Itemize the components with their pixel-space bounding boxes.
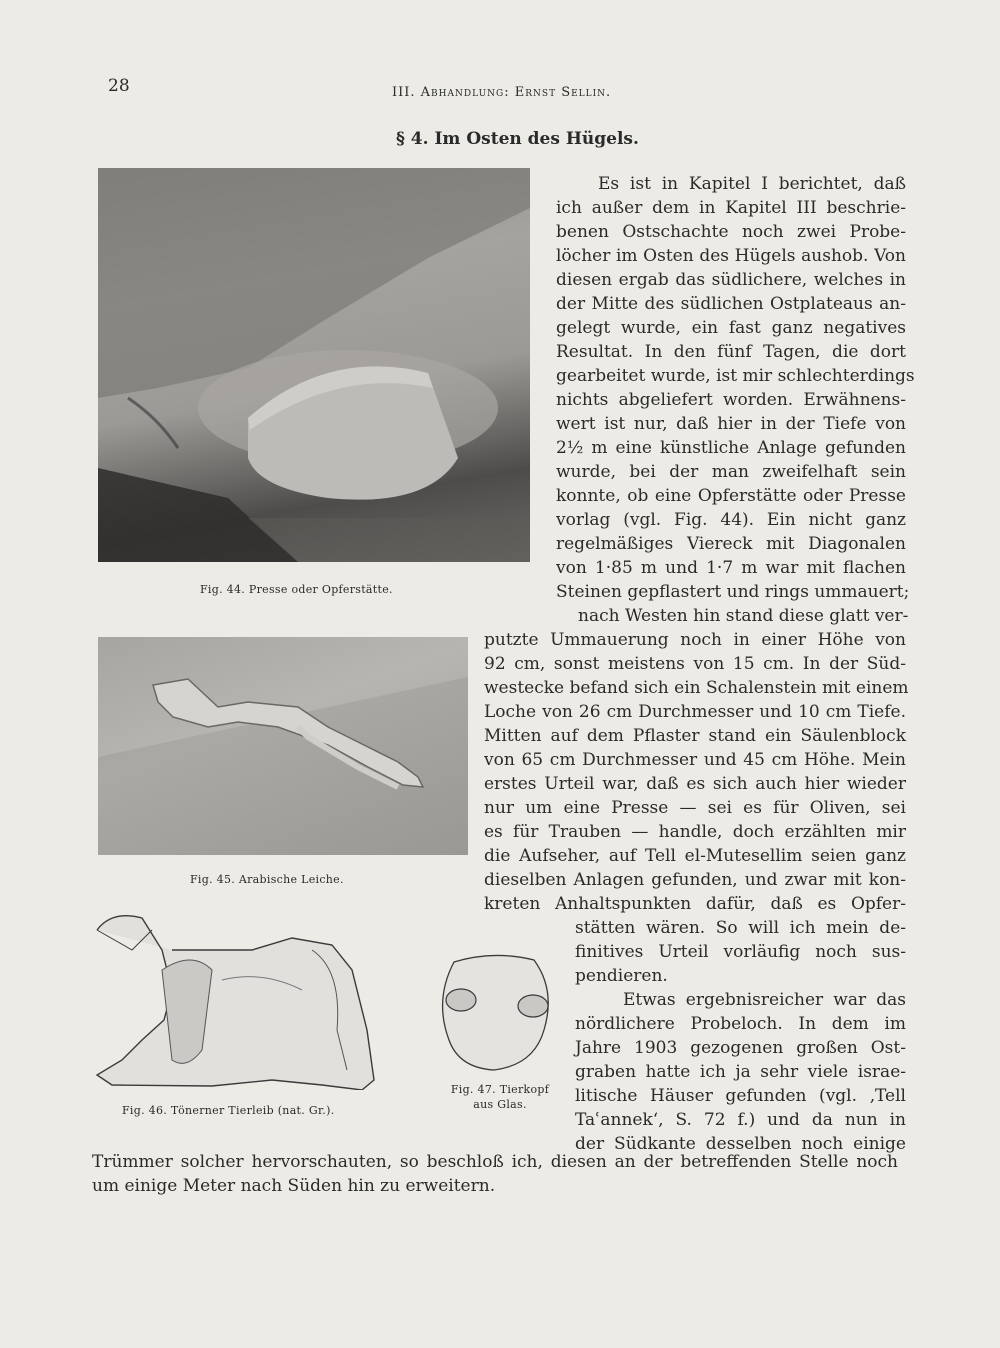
figure-47-caption-line: aus Glas. (473, 1098, 527, 1111)
body-column-lower (575, 916, 906, 1156)
text-line: gearbeitet wurde, ist mir schlechterdings (556, 366, 915, 386)
text-line: Trümmer solcher hervorschauten, so beschloß ich, diesen an der betreffenden Stelle noch (92, 1152, 898, 1172)
page-number: 28 (108, 76, 130, 96)
text-line: Taʿannek‘, S. 72 f.) und da nun in (575, 1110, 906, 1130)
figure-47-caption (440, 1082, 560, 1112)
text-line: finitives Urteil vorläufig noch sus- (575, 942, 906, 962)
text-line: wurde, bei der man zweifelhaft sein (556, 462, 906, 482)
text-line: kreten Anhaltspunkten dafür, daß es Opfer- (484, 894, 906, 914)
section-title: § 4. Im Osten des Hügels. (396, 129, 639, 149)
text-line: von 65 cm Durchmesser und 45 cm Höhe. Mein (484, 750, 906, 770)
figure-44-caption: Fig. 44. Presse oder Opferstätte. (200, 583, 393, 596)
text-line: der Mitte des südlichen Ostplateaus an- (556, 294, 906, 314)
text-line: westecke befand sich ein Schalenstein mit einem (484, 678, 909, 698)
text-line: löcher im Osten des Hügels aushob. Von (556, 246, 906, 266)
text-line: der Südkante desselben noch einige (575, 1134, 906, 1154)
text-line: Steinen gepflastert und rings ummauert; (556, 582, 910, 602)
text-line: wert ist nur, daß hier in der Tiefe von (556, 414, 906, 434)
figure-46-caption: Fig. 46. Tönerner Tierleib (nat. Gr.). (122, 1104, 335, 1117)
text-line: Es ist in Kapitel I berichtet, daß (598, 174, 906, 194)
body-column-top (556, 172, 915, 628)
text-line: um einige Meter nach Süden hin zu erweitern. (92, 1176, 496, 1196)
text-line: von 1·85 m und 1·7 m war mit flachen (556, 558, 906, 578)
text-line: die Aufseher, auf Tell el-Mutesellim seien ganz (484, 846, 906, 866)
text-line: es für Trauben — handle, doch erzählten mir (484, 822, 906, 842)
text-line: pendieren. (575, 966, 668, 986)
text-line: nach Westen hin stand diese glatt ver- (578, 606, 909, 626)
text-line: ich außer dem in Kapitel III beschrie- (556, 198, 906, 218)
text-line: Loche von 26 cm Durchmesser und 10 cm Tiefe. (484, 702, 906, 722)
text-line: Etwas ergebnisreicher war das (623, 990, 906, 1010)
figure-45-caption: Fig. 45. Arabische Leiche. (190, 873, 344, 886)
text-line: Jahre 1903 gezogenen großen Ost- (575, 1038, 906, 1058)
text-line: 2½ m eine künstliche Anlage gefunden (556, 438, 906, 458)
text-line: putzte Ummauerung noch in einer Höhe von (484, 630, 906, 650)
text-line: stätten wären. So will ich mein de- (575, 918, 906, 938)
text-line: graben hatte ich ja sehr viele israe- (575, 1062, 906, 1082)
text-line: Mitten auf dem Pflaster stand ein Säulenblock (484, 726, 906, 746)
figure-45-photo (98, 637, 468, 855)
text-line: gelegt wurde, ein fast ganz negatives (556, 318, 906, 338)
text-line: benen Ostschachte noch zwei Probe- (556, 222, 906, 242)
figure-47-drawing (434, 950, 560, 1074)
text-line: vorlag (vgl. Fig. 44). Ein nicht ganz (556, 510, 906, 530)
body-column-middle (484, 628, 909, 916)
text-line: litische Häuser gefunden (vgl. ‚Tell (575, 1086, 906, 1106)
text-line: Resultat. In den fünf Tagen, die dort (556, 342, 906, 362)
text-line: konnte, ob eine Opferstätte oder Presse (556, 486, 906, 506)
text-line: nur um eine Presse — sei es für Oliven, sei (484, 798, 906, 818)
figure-46-drawing (92, 910, 382, 1090)
text-line: nichts abgeliefert worden. Erwähnens- (556, 390, 906, 410)
text-line: erstes Urteil war, daß es sich auch hier wieder (484, 774, 906, 794)
text-line: regelmäßiges Viereck mit Diagonalen (556, 534, 906, 554)
running-title: III. Abhandlung: Ernst Sellin. (392, 85, 612, 100)
figure-47-caption-line: Fig. 47. Tierkopf (450, 1083, 550, 1096)
body-full-width (92, 1150, 898, 1198)
text-line: dieselben Anlagen gefunden, und zwar mit kon- (484, 870, 906, 890)
text-line: nördlichere Probeloch. In dem im (575, 1014, 906, 1034)
text-line: 92 cm, sonst meistens von 15 cm. In der Süd- (484, 654, 906, 674)
text-line: diesen ergab das südlichere, welches in (556, 270, 906, 290)
figure-44-photo (98, 168, 530, 562)
